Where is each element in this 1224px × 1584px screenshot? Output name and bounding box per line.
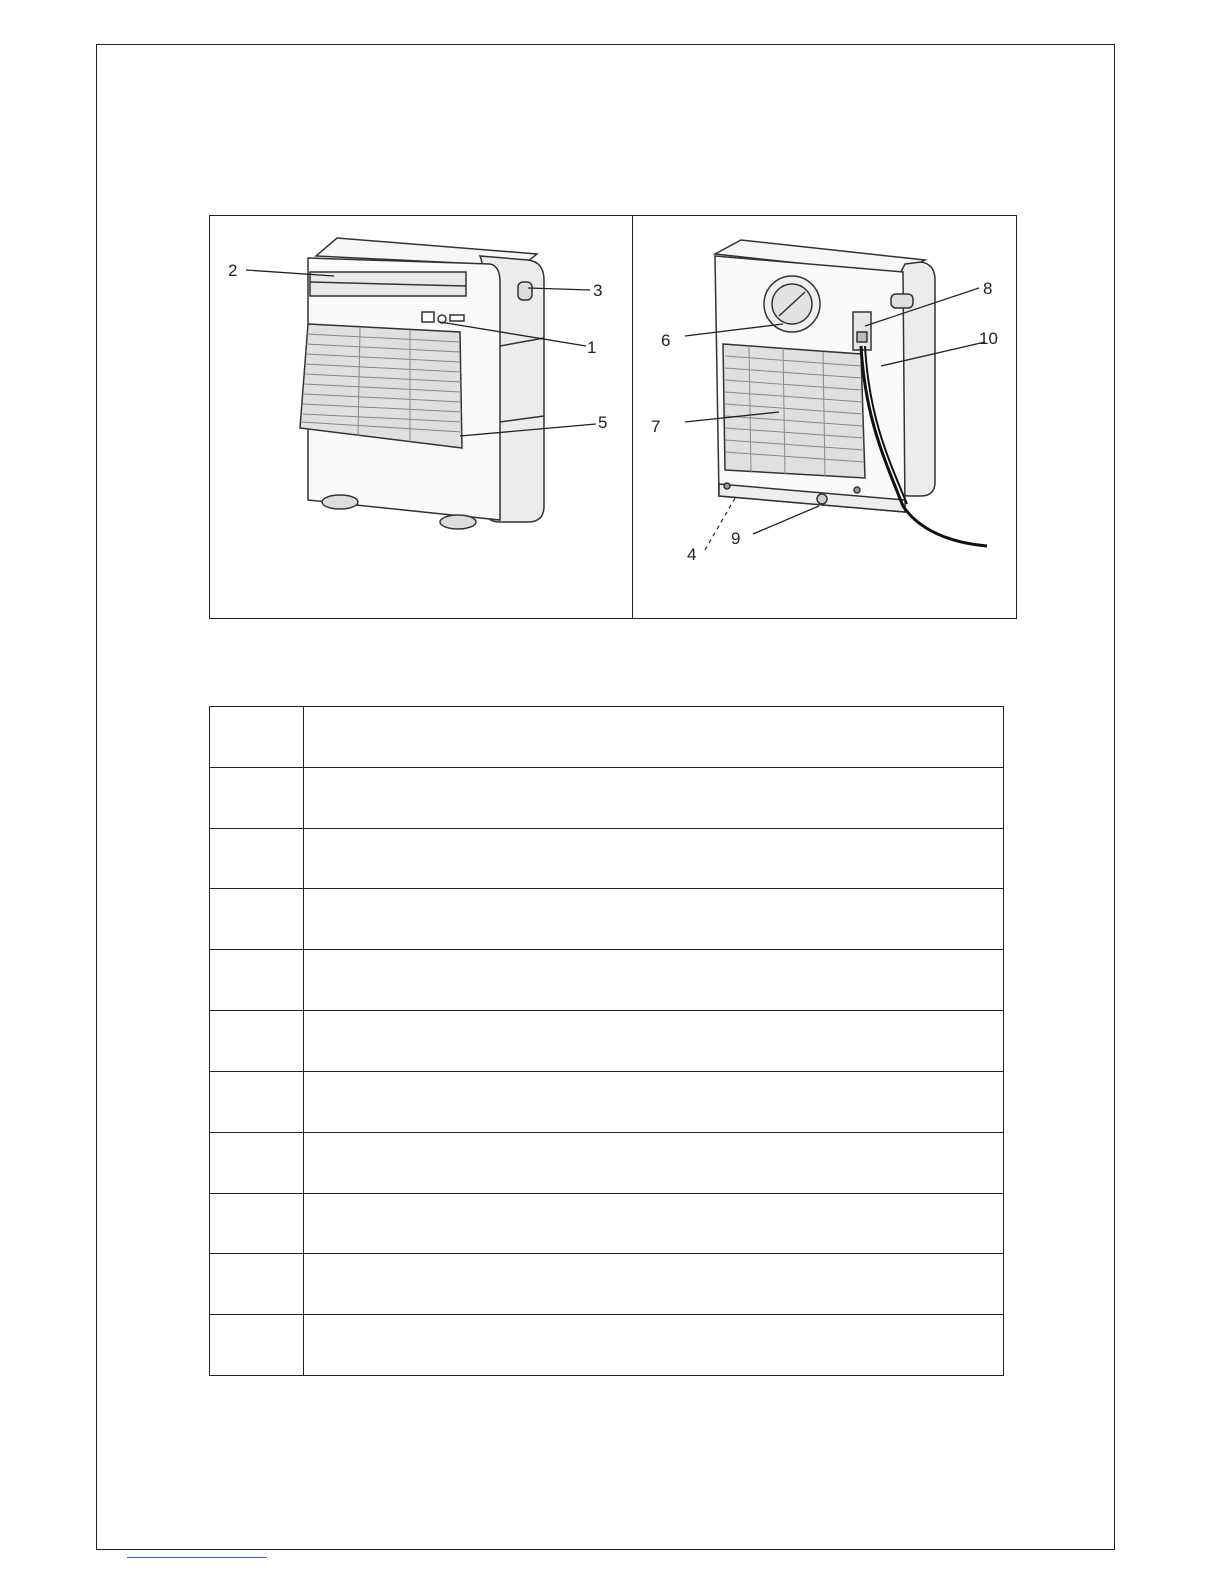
front-view-panel [210, 216, 632, 618]
part-number-cell [210, 1315, 304, 1376]
part-number-cell [210, 828, 304, 889]
callout-1: 1 [587, 338, 597, 357]
callout-6: 6 [661, 331, 671, 350]
table-row [210, 889, 1004, 950]
part-number-cell [210, 1193, 304, 1254]
part-number-cell [210, 950, 304, 1011]
table-row [210, 707, 1004, 768]
callout-9: 9 [731, 529, 741, 548]
table-row [210, 950, 1004, 1011]
figure-box [209, 215, 1017, 619]
part-description-cell [304, 1315, 1004, 1376]
part-description-cell [304, 1193, 1004, 1254]
callout-3: 3 [593, 281, 603, 300]
part-description-cell [304, 1071, 1004, 1132]
part-description-cell [304, 1132, 1004, 1193]
parts-table [209, 706, 1004, 1376]
part-number-cell [210, 889, 304, 950]
table-row [210, 1011, 1004, 1072]
part-number-cell [210, 707, 304, 768]
callout-8: 8 [983, 279, 993, 298]
part-description-cell [304, 1011, 1004, 1072]
callout-7: 7 [651, 417, 661, 436]
table-row [210, 1254, 1004, 1315]
part-number-cell [210, 1011, 304, 1072]
part-number-cell [210, 1254, 304, 1315]
table-row [210, 1071, 1004, 1132]
part-number-cell [210, 1071, 304, 1132]
footer-link-underline [127, 1557, 267, 1558]
part-description-cell [304, 707, 1004, 768]
part-number-cell [210, 767, 304, 828]
part-description-cell [304, 828, 1004, 889]
table-row [210, 767, 1004, 828]
part-number-cell [210, 1132, 304, 1193]
callout-4: 4 [687, 545, 697, 564]
part-description-cell [304, 1254, 1004, 1315]
part-description-cell [304, 767, 1004, 828]
rear-view-panel [633, 216, 1016, 618]
callout-2: 2 [228, 261, 238, 280]
part-description-cell [304, 889, 1004, 950]
callout-5: 5 [598, 413, 608, 432]
front-view-illustration [210, 216, 632, 618]
callout-10: 10 [979, 329, 998, 348]
table-row [210, 1193, 1004, 1254]
table-row [210, 1132, 1004, 1193]
rear-view-illustration [633, 216, 1016, 618]
table-row [210, 828, 1004, 889]
part-description-cell [304, 950, 1004, 1011]
table-row [210, 1315, 1004, 1376]
